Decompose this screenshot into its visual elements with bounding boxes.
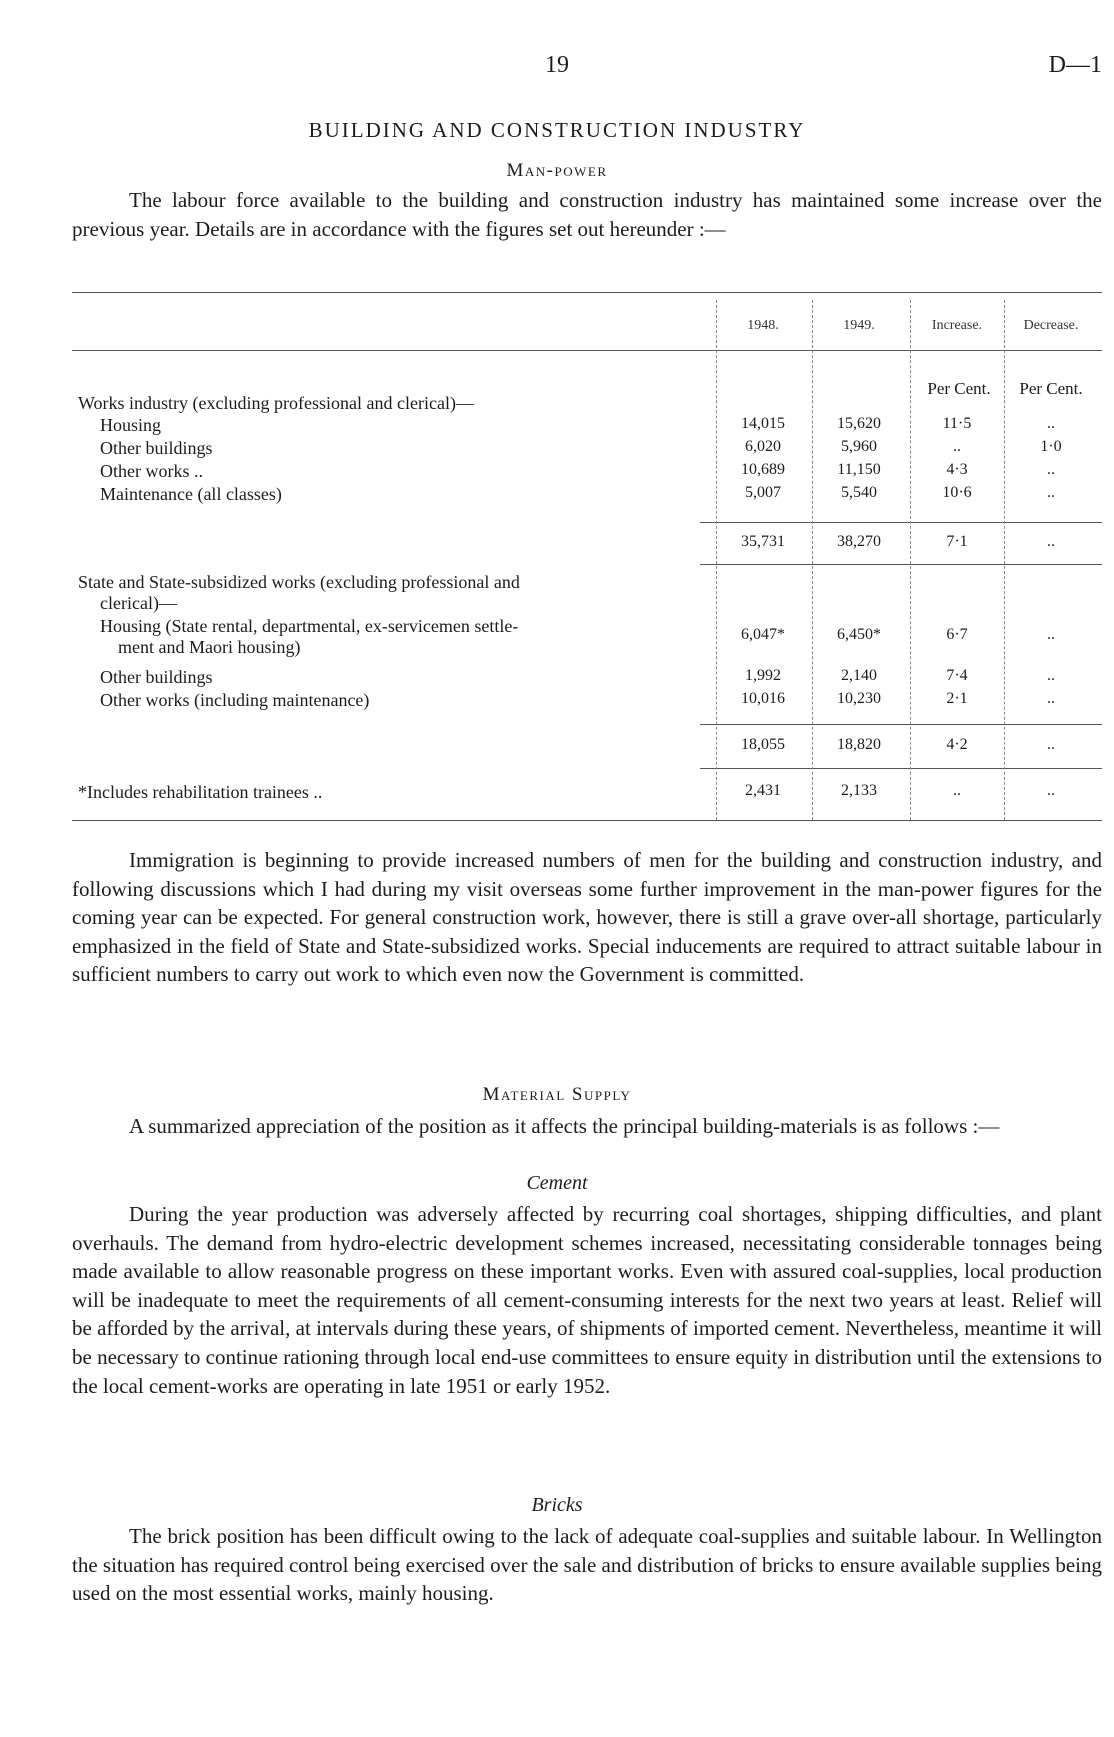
total-decrease: .. xyxy=(1047,736,1055,753)
col-divider-increase xyxy=(910,300,911,820)
cell-increase: .. xyxy=(953,782,961,799)
cell-1948: 10,689 xyxy=(741,461,785,478)
material-supply-heading: Material Supply xyxy=(482,1084,632,1105)
col-header-1948: 1948. xyxy=(747,318,779,333)
cell-1948: 2,431 xyxy=(745,782,781,799)
cell-increase: 11·5 xyxy=(942,415,972,432)
cell-1949: 2,140 xyxy=(841,667,877,684)
total-1949: 38,270 xyxy=(837,533,881,550)
cement-heading: Cement xyxy=(526,1172,588,1194)
state-total-rule xyxy=(700,768,1102,769)
cell-1948: 1,992 xyxy=(745,667,781,684)
page-number: 19 xyxy=(545,52,569,78)
footnote-label: *Includes rehabilitation trainees .. xyxy=(78,782,323,802)
col-divider-1948 xyxy=(716,300,717,820)
row-label: Other works .. xyxy=(100,461,203,481)
material-supply-intro: A summarized appreciation of the position as it affects the principal building-materials is as follows :— xyxy=(129,1114,1000,1138)
total-increase: 7·1 xyxy=(946,533,968,550)
works-subtotal-rule xyxy=(700,522,1102,523)
row-label: Other buildings xyxy=(100,667,213,687)
document-reference: D—1 xyxy=(1048,52,1102,78)
state-group-heading: State and State-subsidized works (excluding professional and xyxy=(78,572,520,592)
cell-1948: 10,016 xyxy=(741,690,785,707)
row-label: Other works (including maintenance) xyxy=(100,690,370,710)
state-subtotal-rule xyxy=(700,724,1102,725)
works-total-rule xyxy=(700,564,1102,565)
total-1949: 18,820 xyxy=(837,736,881,753)
cell-increase: 4·3 xyxy=(946,461,968,478)
cell-increase: 6·7 xyxy=(946,626,968,643)
page-title: BUILDING AND CONSTRUCTION INDUSTRY xyxy=(308,118,806,142)
col-header-1949: 1949. xyxy=(843,318,875,333)
cell-decrease: .. xyxy=(1047,690,1055,707)
row-label: Housing xyxy=(100,415,162,435)
row-label: Housing (State rental, departmental, ex-servicemen settle- xyxy=(100,616,519,636)
table-bottom-rule xyxy=(72,820,1102,821)
cell-decrease: 1·0 xyxy=(1040,438,1062,455)
cell-increase: 2·1 xyxy=(946,690,968,707)
cell-decrease: .. xyxy=(1047,782,1055,799)
col-divider-decrease xyxy=(1004,300,1005,820)
cell-1949: 6,450* xyxy=(837,626,881,643)
manpower-heading: Man-power xyxy=(506,160,608,181)
total-1948: 18,055 xyxy=(741,736,785,753)
cell-1948: 5,007 xyxy=(745,484,781,501)
increase-unit: Per Cent. xyxy=(927,379,991,398)
cell-decrease: .. xyxy=(1047,461,1055,478)
col-header-decrease: Decrease. xyxy=(1023,318,1079,333)
cell-1949: 5,960 xyxy=(841,438,877,455)
table-top-rule xyxy=(72,292,1102,293)
bricks-heading: Bricks xyxy=(531,1494,583,1516)
cell-decrease: .. xyxy=(1047,667,1055,684)
col-divider-1949 xyxy=(812,300,813,820)
table-header-rule xyxy=(72,350,1102,351)
cell-increase: 10·6 xyxy=(942,484,972,501)
col-header-increase: Increase. xyxy=(931,318,983,333)
decrease-unit: Per Cent. xyxy=(1019,379,1083,398)
cell-decrease: .. xyxy=(1047,484,1055,501)
cement-paragraph: During the year production was adversely affected by recurring coal shortages, shipping difficulties, and plant overhauls. The demand from hydro-electric development schemes increased, necessitating considerable tonnages being made available to allow reasonable progress on these important works. Even with assured coal-supplies, local production will be inadequate to meet the requirements of all cement-consuming interests for the next two years at least. Relief will be afforded by the arrival, at intervals during these years, of shipments of imported cement. Nevertheless, meantime it will be necessary to continue rationing through local end-use committees to ensure equity in distribution until the extensions to the local cement-works are operating in late 1951 or early 1952. xyxy=(72,1202,1102,1398)
cell-1949: 15,620 xyxy=(837,415,881,432)
cell-1948: 6,047* xyxy=(741,626,785,643)
cell-decrease: .. xyxy=(1047,626,1055,643)
bricks-paragraph: The brick position has been difficult owing to the lack of adequate coal-supplies and suitable labour. In Wellington the situation has required control being exercised over the sale and distribution of bricks to ensure available supplies being used on the most essential works, mainly housing. xyxy=(72,1524,1102,1606)
cell-1948: 14,015 xyxy=(741,415,785,432)
cell-1948: 6,020 xyxy=(745,438,781,455)
cell-increase: .. xyxy=(953,438,961,455)
cell-1949: 11,150 xyxy=(837,461,881,478)
cell-1949: 10,230 xyxy=(837,690,881,707)
total-decrease: .. xyxy=(1047,533,1055,550)
immigration-paragraph: Immigration is beginning to provide increased numbers of men for the building and construction industry, and following discussions which I had during my visit overseas some further improvement in the man-power figures for the coming year can be expected. For general construction work, however, there is still a grave over-all shortage, particularly emphasized in the field of State and State-subsidized works. Special inducements are required to attract suitable labour in sufficient numbers to carry out work to which even now the Government is committed. xyxy=(72,848,1102,987)
total-1948: 35,731 xyxy=(741,533,785,550)
manpower-intro: The labour force available to the building and construction industry has maintained some increase over the previous year. Details are in accordance with the figures set out hereunder :— xyxy=(72,188,1102,241)
cell-increase: 7·4 xyxy=(946,667,968,684)
works-group-heading: Works industry (excluding professional and clerical)— xyxy=(78,393,474,413)
cell-decrease: .. xyxy=(1047,415,1055,432)
cell-1949: 5,540 xyxy=(841,484,877,501)
state-group-heading-cont: clerical)— xyxy=(100,593,177,613)
row-label-cont: ment and Maori housing) xyxy=(118,637,301,657)
cell-1949: 2,133 xyxy=(841,782,877,799)
row-label: Maintenance (all classes) xyxy=(100,484,282,504)
row-label: Other buildings xyxy=(100,438,213,458)
total-increase: 4·2 xyxy=(946,736,968,753)
